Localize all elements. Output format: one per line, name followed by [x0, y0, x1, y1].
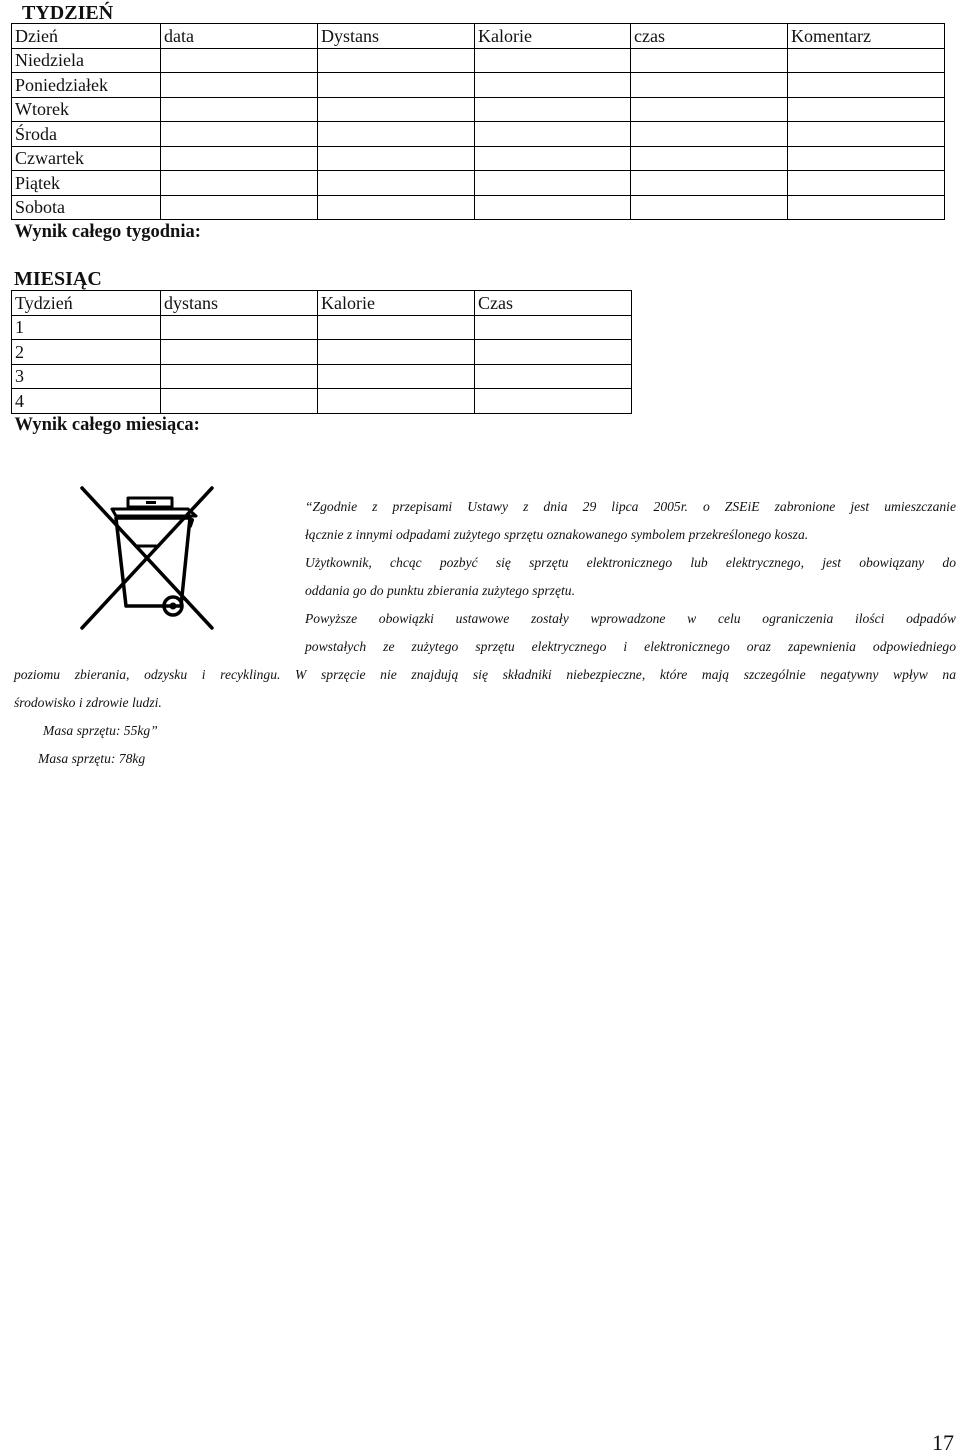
cell-kalorie[interactable]	[475, 97, 631, 122]
cell-kalorie[interactable]	[475, 73, 631, 98]
cell-data[interactable]	[161, 122, 318, 147]
cell-kalorie[interactable]	[475, 122, 631, 147]
cell-kalorie[interactable]	[318, 389, 475, 414]
notice-line-5: Powyższe obowiązki ustawowe zostały wprowadzone w celu ograniczenia ilości odpadów	[305, 611, 956, 626]
cell-czas[interactable]	[475, 340, 632, 365]
header-data: data	[161, 24, 318, 49]
notice-line-3: Użytkownik, chcąc pozbyć się sprzętu elektronicznego lub elektrycznego, jest obowiązany do	[305, 555, 956, 570]
cell-dystans[interactable]	[161, 389, 318, 414]
cell-data[interactable]	[161, 73, 318, 98]
cell-dystans[interactable]	[161, 340, 318, 365]
notice-line-4: oddania go do punktu zbierania zużytego sprzętu.	[305, 583, 575, 598]
week-number: 3	[12, 364, 161, 389]
cell-kalorie[interactable]	[318, 340, 475, 365]
day-label: Poniedziałek	[12, 73, 161, 98]
cell-dystans[interactable]	[161, 315, 318, 340]
table-row	[12, 389, 632, 414]
cell-kalorie[interactable]	[318, 315, 475, 340]
month-table	[11, 290, 632, 437]
cell-dystans[interactable]	[318, 97, 475, 122]
cell-dystans[interactable]	[318, 146, 475, 171]
table-row	[12, 48, 945, 73]
header-tydzien: Tydzień	[12, 291, 161, 316]
cell-dystans[interactable]	[318, 171, 475, 196]
week-header-row	[12, 24, 945, 49]
cell-czas[interactable]	[631, 195, 788, 220]
header-dystans: Dystans	[318, 24, 475, 49]
table-row	[12, 146, 945, 171]
week-summary-label: Wynik całego tygodnia:	[14, 221, 201, 242]
cell-data[interactable]	[161, 146, 318, 171]
cell-kalorie[interactable]	[475, 195, 631, 220]
day-label: Piątek	[12, 171, 161, 196]
cell-czas[interactable]	[631, 73, 788, 98]
cell-kalorie[interactable]	[475, 171, 631, 196]
notice-line-6: powstałych ze zużytego sprzętu elektrycznego i elektronicznego oraz zapewnienia odpowiedniego	[305, 639, 956, 654]
cell-czas[interactable]	[631, 48, 788, 73]
cell-komentarz[interactable]	[788, 171, 945, 196]
cell-komentarz[interactable]	[788, 122, 945, 147]
notice-line-8: środowisko i zdrowie ludzi.	[14, 695, 162, 710]
cell-czas[interactable]	[631, 97, 788, 122]
table-row	[12, 122, 945, 147]
cell-dystans[interactable]	[318, 48, 475, 73]
day-label: Czwartek	[12, 146, 161, 171]
header-czas: Czas	[475, 291, 632, 316]
cell-czas[interactable]	[475, 389, 632, 414]
week-number: 2	[12, 340, 161, 365]
crossed-out-wheelie-bin-icon	[16, 478, 286, 648]
table-row	[12, 97, 945, 122]
cell-data[interactable]	[161, 195, 318, 220]
table-row	[12, 195, 945, 220]
cell-kalorie[interactable]	[475, 146, 631, 171]
table-row	[12, 171, 945, 196]
cell-dystans[interactable]	[161, 364, 318, 389]
week-title: TYDZIEŃ	[22, 2, 114, 24]
week-number: 4	[12, 389, 161, 414]
notice-line-7: poziomu zbierania, odzysku i recyklingu. W sprzęcie nie znajdują się składniki niebezpieczne, które mają szczególnie negatywny wpływ na	[14, 667, 956, 682]
cell-komentarz[interactable]	[788, 73, 945, 98]
cell-dystans[interactable]	[318, 195, 475, 220]
header-komentarz: Komentarz	[788, 24, 945, 49]
week-table	[11, 23, 945, 244]
cell-czas[interactable]	[475, 315, 632, 340]
cell-czas[interactable]	[631, 122, 788, 147]
header-dzien: Dzień	[12, 24, 161, 49]
cell-komentarz[interactable]	[788, 146, 945, 171]
day-label: Niedziela	[12, 48, 161, 73]
cell-czas[interactable]	[631, 171, 788, 196]
cell-czas[interactable]	[631, 146, 788, 171]
notice-line-2: łącznie z innymi odpadami zużytego sprzętu oznakowanego symbolem przekreślonego kosza.	[305, 527, 809, 542]
cell-kalorie[interactable]	[318, 364, 475, 389]
mass-line-2: Masa sprzętu: 78kg	[38, 751, 146, 766]
cell-data[interactable]	[161, 48, 318, 73]
table-row	[12, 340, 632, 365]
day-label: Sobota	[12, 195, 161, 220]
month-summary-row	[12, 413, 632, 437]
cell-czas[interactable]	[475, 364, 632, 389]
cell-komentarz[interactable]	[788, 48, 945, 73]
header-kalorie: Kalorie	[475, 24, 631, 49]
cell-dystans[interactable]	[318, 73, 475, 98]
day-label: Wtorek	[12, 97, 161, 122]
week-number: 1	[12, 315, 161, 340]
table-row	[12, 364, 632, 389]
cell-komentarz[interactable]	[788, 195, 945, 220]
header-czas: czas	[631, 24, 788, 49]
cell-dystans[interactable]	[318, 122, 475, 147]
cell-kalorie[interactable]	[475, 48, 631, 73]
month-summary-label: Wynik całego miesiąca:	[14, 415, 200, 436]
day-label: Środa	[12, 122, 161, 147]
cell-komentarz[interactable]	[788, 97, 945, 122]
table-row	[12, 315, 632, 340]
cell-data[interactable]	[161, 97, 318, 122]
page-number: 17	[932, 1430, 954, 1455]
month-title: MIESIĄC	[14, 268, 102, 290]
week-summary-row	[12, 220, 945, 244]
header-kalorie: Kalorie	[318, 291, 475, 316]
month-header-row	[12, 291, 632, 316]
table-row	[12, 73, 945, 98]
mass-line-1: Masa sprzętu: 55kg”	[43, 723, 158, 738]
header-dystans: dystans	[161, 291, 318, 316]
notice-line-1: “Zgodnie z przepisami Ustawy z dnia 29 lipca 2005r. o ZSEiE zabronione jest umieszczanie	[305, 499, 956, 514]
cell-data[interactable]	[161, 171, 318, 196]
